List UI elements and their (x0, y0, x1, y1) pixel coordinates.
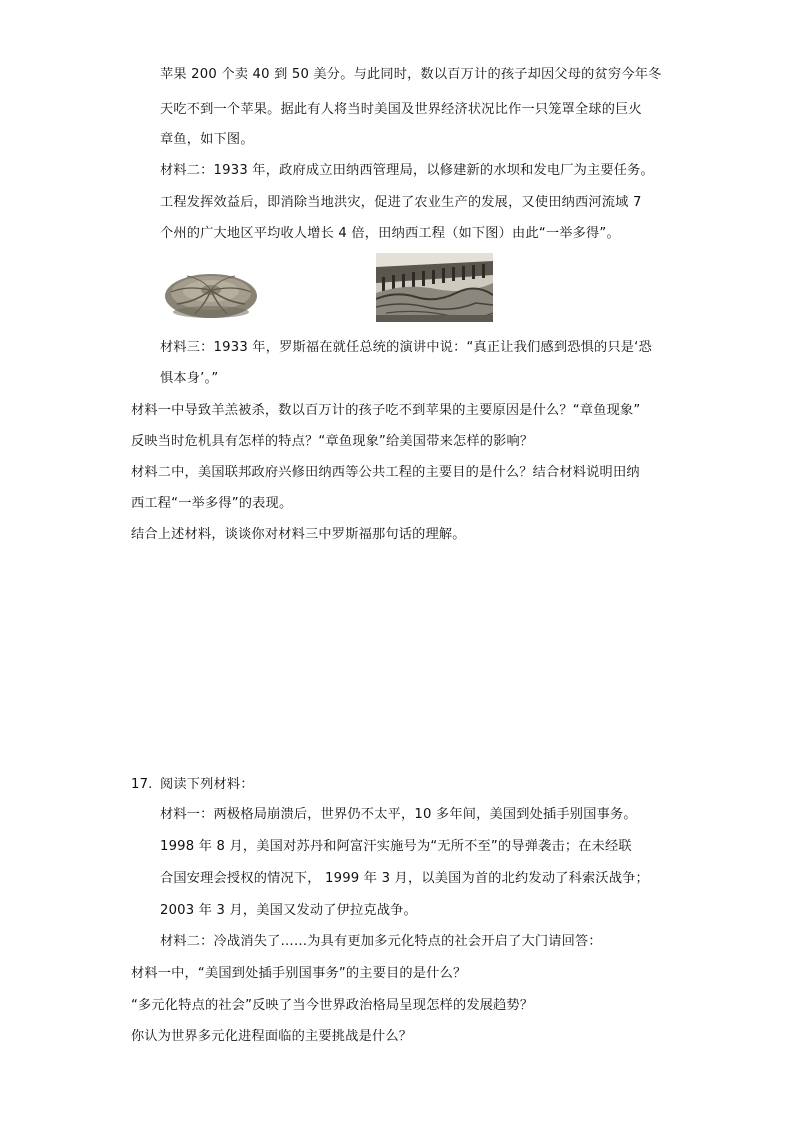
material-two-line-2: 工程发挥效益后，即消除当地洪灾，促进了农业生产的发展，又使田纳西河流域 7 (160, 195, 642, 210)
q17-material-one-line-3: 合国安理会授权的情况下， 1999 年 3 月，以美国为首的北约发动了科索沃战争； (160, 871, 649, 886)
question-1-line-1: 材料一中导致羊羔被杀，数以百万计的孩子吃不到苹果的主要原因是什么？“章鱼现象” (131, 403, 641, 418)
q17-material-one-line-2: 1998 年 8 月，美国对苏丹和阿富汗实施号为“无所不至”的导弹袭击；在未经联 (160, 839, 632, 854)
question-2-line-2: 西工程“一举多得”的表现。 (131, 496, 293, 511)
material-one-line-3: 章鱼，如下图。 (160, 132, 254, 147)
q17-question-3: 你认为世界多元化进程面临的主要挑战是什么？ (131, 1029, 413, 1044)
material-three-line-1: 材料三：1933 年，罗斯福在就任总统的演讲中说：“真正让我们感到恐惧的只是‘恐 (160, 340, 652, 355)
tennessee-dam-image (376, 253, 493, 322)
q17-question-1: 材料一中，“美国到处插手别国事务”的主要目的是什么？ (131, 966, 467, 981)
q17-material-two-line-1: 材料二：冷战消失了……为具有更加多元化特点的社会开启了大门请回答： (160, 934, 602, 949)
question-2-line-1: 材料二中，美国联邦政府兴修田纳西等公共工程的主要目的是什么？结合材料说明田纳 (131, 465, 640, 480)
question-3-line-1: 结合上述材料，谈谈你对材料三中罗斯福那句话的理解。 (131, 527, 466, 542)
question-1-line-2: 反映当时危机具有怎样的特点？“章鱼现象”给美国带来怎样的影响？ (131, 434, 534, 449)
q17-material-one-line-4: 2003 年 3 月，美国又发动了伊拉克战争。 (160, 903, 417, 918)
material-one-line-1: 苹果 200 个卖 40 到 50 美分。与此同时，数以百万计的孩子却因父母的贫穷今年冬 (160, 67, 662, 82)
q17-material-one-line-1: 材料一：两极格局崩溃后，世界仍不太平，10 多年间，美国到处插手别国事务。 (160, 807, 637, 822)
material-two-line-3: 个州的广大地区平均收人增长 4 倍，田纳西工程（如下图）由此“一举多得”。 (160, 226, 620, 241)
material-one-line-2: 天吃不到一个苹果。据此有人将当时美国及世界经济状况比作一只笼罩全球的巨火 (160, 102, 642, 117)
material-three-line-2: 惧本身’。” (160, 371, 219, 386)
question-number: 17. (131, 777, 153, 792)
q17-question-2: “多元化特点的社会”反映了当今世界政治格局呈现怎样的发展趋势？ (131, 998, 534, 1013)
question-heading: 阅读下列材料： (160, 777, 254, 792)
octopus-image (163, 266, 259, 322)
material-two-line-1: 材料二：1933 年，政府成立田纳西管理局，以修建新的水坝和发电厂为主要任务。 (160, 163, 654, 178)
